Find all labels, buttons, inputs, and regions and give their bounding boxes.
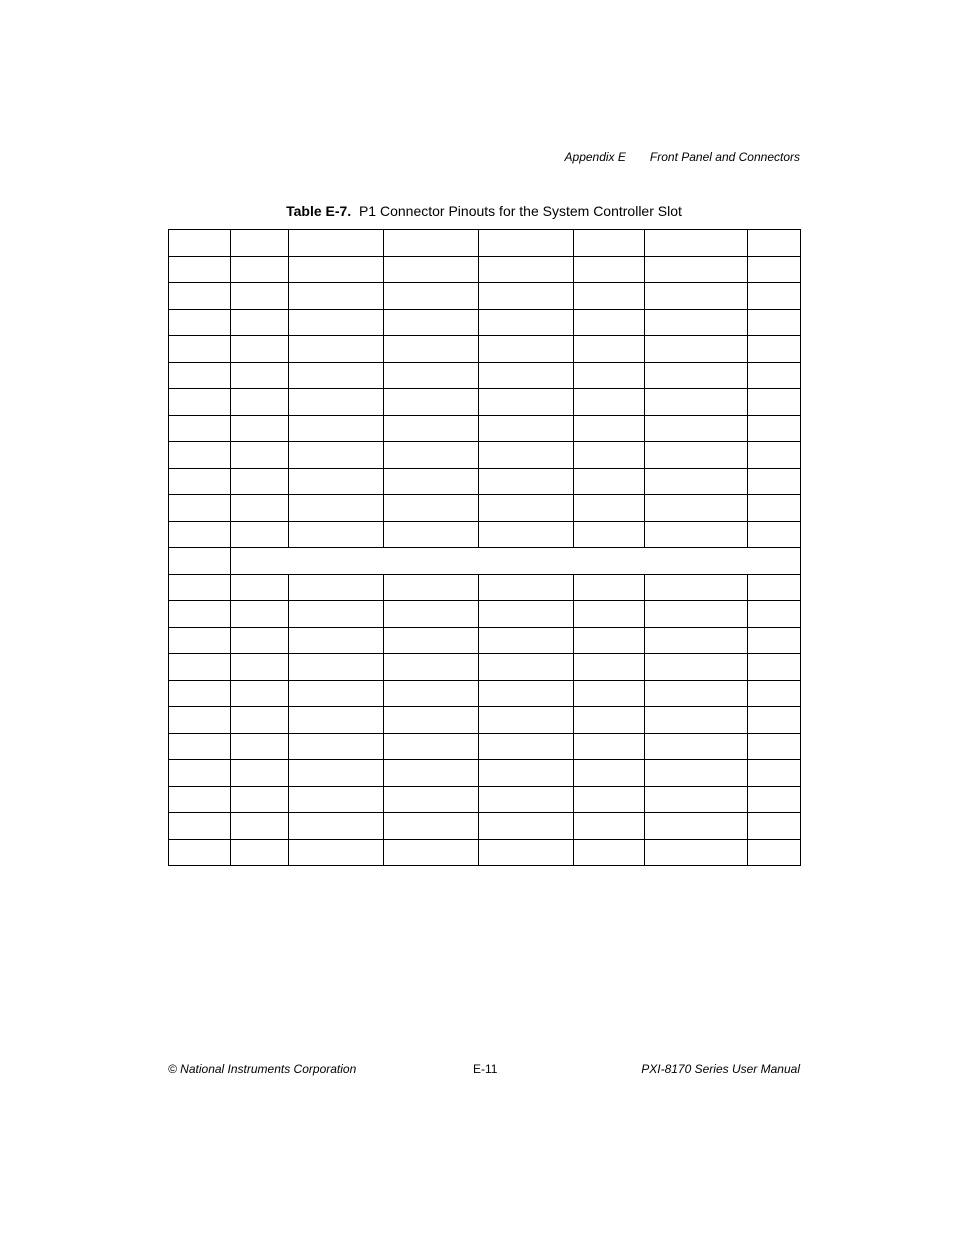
table-cell xyxy=(645,813,748,840)
table-row xyxy=(169,521,801,548)
table-cell xyxy=(384,521,479,548)
table-cell xyxy=(748,389,801,416)
table-cell xyxy=(384,786,479,813)
table-cell xyxy=(574,627,645,654)
table-cell xyxy=(231,362,289,389)
table-cell xyxy=(748,654,801,681)
table-cell xyxy=(748,601,801,628)
table-cell xyxy=(479,574,574,601)
table-cell xyxy=(645,389,748,416)
table-merged-cell xyxy=(231,548,801,575)
table-cell xyxy=(574,601,645,628)
table-cell xyxy=(289,389,384,416)
table-cell xyxy=(231,256,289,283)
table-cell xyxy=(169,362,231,389)
table-cell xyxy=(384,707,479,734)
table-cell xyxy=(748,707,801,734)
table-cell xyxy=(169,760,231,787)
table-cell xyxy=(169,256,231,283)
table-cell xyxy=(231,468,289,495)
table-cell xyxy=(645,230,748,257)
table-cell xyxy=(384,389,479,416)
table-cell xyxy=(231,574,289,601)
table-cell xyxy=(574,839,645,866)
table-cell xyxy=(645,495,748,522)
table-cell xyxy=(574,733,645,760)
table-cell xyxy=(169,733,231,760)
table-cell xyxy=(574,256,645,283)
table-row xyxy=(169,495,801,522)
table-cell xyxy=(231,230,289,257)
table-cell xyxy=(231,389,289,416)
table-cell xyxy=(645,786,748,813)
table-cell xyxy=(289,415,384,442)
table-row xyxy=(169,839,801,866)
table-cell xyxy=(384,495,479,522)
table-cell xyxy=(574,495,645,522)
table-cell xyxy=(169,786,231,813)
table-cell xyxy=(384,415,479,442)
table-cell xyxy=(384,362,479,389)
table-cell xyxy=(645,627,748,654)
table-cell xyxy=(574,468,645,495)
table-row xyxy=(169,760,801,787)
table-cell xyxy=(289,495,384,522)
table-caption-text: P1 Connector Pinouts for the System Controller Slot xyxy=(358,203,682,219)
table-cell xyxy=(384,839,479,866)
table-cell xyxy=(479,495,574,522)
table-cell xyxy=(384,574,479,601)
table-cell xyxy=(574,336,645,363)
table-cell xyxy=(574,442,645,469)
table-cell xyxy=(384,468,479,495)
table-row xyxy=(169,256,801,283)
table-cell xyxy=(289,362,384,389)
table-cell xyxy=(289,309,384,336)
table-cell xyxy=(748,733,801,760)
table-cell xyxy=(748,336,801,363)
chapter-title: Front Panel and Connectors xyxy=(649,150,800,164)
table-cell xyxy=(479,813,574,840)
table-cell xyxy=(384,256,479,283)
table-caption-label: Table E-7. xyxy=(286,203,352,219)
table-cell xyxy=(479,521,574,548)
table-cell xyxy=(289,680,384,707)
table-row xyxy=(169,415,801,442)
table-row xyxy=(169,283,801,310)
appendix-label: Appendix E xyxy=(564,150,626,164)
table-row xyxy=(169,707,801,734)
table-cell xyxy=(574,389,645,416)
table-row xyxy=(169,654,801,681)
table-cell xyxy=(574,521,645,548)
table-row xyxy=(169,468,801,495)
table-cell xyxy=(479,627,574,654)
table-cell xyxy=(645,521,748,548)
table-cell xyxy=(384,601,479,628)
table-row xyxy=(169,680,801,707)
table-cell xyxy=(169,415,231,442)
table-cell xyxy=(645,283,748,310)
table-cell xyxy=(479,256,574,283)
table-cell xyxy=(479,707,574,734)
table-cell xyxy=(479,415,574,442)
table-cell xyxy=(169,309,231,336)
table-row xyxy=(169,786,801,813)
table-cell xyxy=(169,230,231,257)
table-cell xyxy=(748,415,801,442)
table-cell xyxy=(748,521,801,548)
table-cell xyxy=(169,336,231,363)
table-cell xyxy=(574,707,645,734)
table-cell xyxy=(384,309,479,336)
table-cell xyxy=(748,760,801,787)
table-cell xyxy=(289,786,384,813)
table-cell xyxy=(289,733,384,760)
table-cell xyxy=(574,415,645,442)
table-cell xyxy=(479,760,574,787)
table-cell xyxy=(169,813,231,840)
table-row xyxy=(169,336,801,363)
table-cell xyxy=(748,813,801,840)
table-cell xyxy=(289,336,384,363)
table-row xyxy=(169,230,801,257)
table-cell xyxy=(479,336,574,363)
table-cell xyxy=(574,309,645,336)
table-cell xyxy=(645,468,748,495)
table-cell xyxy=(289,256,384,283)
table-cell xyxy=(479,230,574,257)
table-cell xyxy=(479,733,574,760)
table-cell xyxy=(645,839,748,866)
table-cell xyxy=(169,707,231,734)
table-cell xyxy=(289,468,384,495)
table-cell xyxy=(645,654,748,681)
table-cell xyxy=(169,680,231,707)
table-cell xyxy=(384,336,479,363)
table-cell xyxy=(169,521,231,548)
table-cell xyxy=(169,574,231,601)
table-caption xyxy=(168,203,800,219)
table-cell xyxy=(574,574,645,601)
table-row xyxy=(169,627,801,654)
table-cell xyxy=(479,680,574,707)
table-cell xyxy=(384,654,479,681)
table-cell xyxy=(231,415,289,442)
table-row xyxy=(169,733,801,760)
table-cell xyxy=(384,283,479,310)
table-cell xyxy=(384,760,479,787)
table-cell xyxy=(289,442,384,469)
table-cell xyxy=(479,362,574,389)
table-cell xyxy=(479,309,574,336)
footer-page-number: E-11 xyxy=(473,1062,498,1076)
table-cell xyxy=(748,230,801,257)
table-cell xyxy=(289,707,384,734)
table-cell xyxy=(574,283,645,310)
table-cell xyxy=(574,680,645,707)
footer-copyright: © National Instruments Corporation xyxy=(168,1062,357,1076)
table-cell xyxy=(231,521,289,548)
table-cell xyxy=(645,760,748,787)
table-cell xyxy=(645,601,748,628)
table-cell xyxy=(645,309,748,336)
table-cell xyxy=(169,468,231,495)
table-cell xyxy=(169,442,231,469)
table-cell xyxy=(574,362,645,389)
table-row xyxy=(169,362,801,389)
table-cell xyxy=(231,760,289,787)
table-cell xyxy=(479,786,574,813)
table-cell xyxy=(231,839,289,866)
table-row xyxy=(169,813,801,840)
table-cell xyxy=(231,733,289,760)
table-cell xyxy=(748,786,801,813)
table-cell xyxy=(231,654,289,681)
table-cell xyxy=(231,627,289,654)
table-cell xyxy=(169,839,231,866)
table-cell xyxy=(289,627,384,654)
table-cell xyxy=(231,336,289,363)
table-cell xyxy=(231,309,289,336)
pinout-table-body xyxy=(169,230,801,866)
table-cell xyxy=(645,442,748,469)
table-cell xyxy=(748,362,801,389)
table-cell xyxy=(479,468,574,495)
table-cell xyxy=(748,442,801,469)
table-cell xyxy=(231,601,289,628)
table-row xyxy=(169,442,801,469)
table-cell xyxy=(384,230,479,257)
table-cell xyxy=(289,601,384,628)
table-cell xyxy=(289,654,384,681)
table-cell xyxy=(574,654,645,681)
table-cell xyxy=(289,760,384,787)
table-cell xyxy=(479,654,574,681)
table-cell xyxy=(479,601,574,628)
table-cell xyxy=(231,495,289,522)
table-cell xyxy=(645,680,748,707)
table-cell xyxy=(169,283,231,310)
table-cell xyxy=(574,786,645,813)
table-cell xyxy=(748,495,801,522)
table-row xyxy=(169,574,801,601)
table-cell xyxy=(748,839,801,866)
table-cell xyxy=(748,283,801,310)
table-cell xyxy=(289,521,384,548)
table-cell xyxy=(645,733,748,760)
table-cell xyxy=(479,442,574,469)
table-cell xyxy=(645,574,748,601)
table-cell xyxy=(645,256,748,283)
table-cell xyxy=(231,442,289,469)
table-cell xyxy=(231,680,289,707)
running-header xyxy=(565,150,800,164)
table-cell xyxy=(645,362,748,389)
table-cell xyxy=(231,283,289,310)
table-cell xyxy=(384,442,479,469)
table-cell xyxy=(748,627,801,654)
table-cell xyxy=(574,760,645,787)
table-cell xyxy=(748,256,801,283)
table-cell xyxy=(574,813,645,840)
table-cell xyxy=(384,627,479,654)
table-cell xyxy=(479,839,574,866)
table-cell xyxy=(169,495,231,522)
table-cell xyxy=(748,680,801,707)
table-cell xyxy=(169,548,231,575)
table-cell xyxy=(748,574,801,601)
table-cell xyxy=(169,654,231,681)
table-cell xyxy=(231,707,289,734)
table-cell xyxy=(479,389,574,416)
table-cell xyxy=(645,707,748,734)
table-cell xyxy=(479,283,574,310)
pinout-table xyxy=(168,229,801,866)
table-row xyxy=(169,601,801,628)
table-cell xyxy=(748,468,801,495)
table-row xyxy=(169,548,801,575)
table-cell xyxy=(231,786,289,813)
table-cell xyxy=(645,415,748,442)
table-cell xyxy=(289,839,384,866)
table-cell xyxy=(574,230,645,257)
table-cell xyxy=(289,813,384,840)
table-row xyxy=(169,389,801,416)
table-cell xyxy=(748,309,801,336)
footer-manual-title: PXI-8170 Series User Manual xyxy=(641,1062,800,1076)
table-cell xyxy=(169,627,231,654)
table-cell xyxy=(645,336,748,363)
table-cell xyxy=(384,680,479,707)
table-cell xyxy=(289,283,384,310)
table-cell xyxy=(289,574,384,601)
table-cell xyxy=(169,389,231,416)
table-cell xyxy=(384,733,479,760)
table-cell xyxy=(231,813,289,840)
table-cell xyxy=(384,813,479,840)
table-cell xyxy=(169,601,231,628)
table-row xyxy=(169,309,801,336)
table-cell xyxy=(289,230,384,257)
